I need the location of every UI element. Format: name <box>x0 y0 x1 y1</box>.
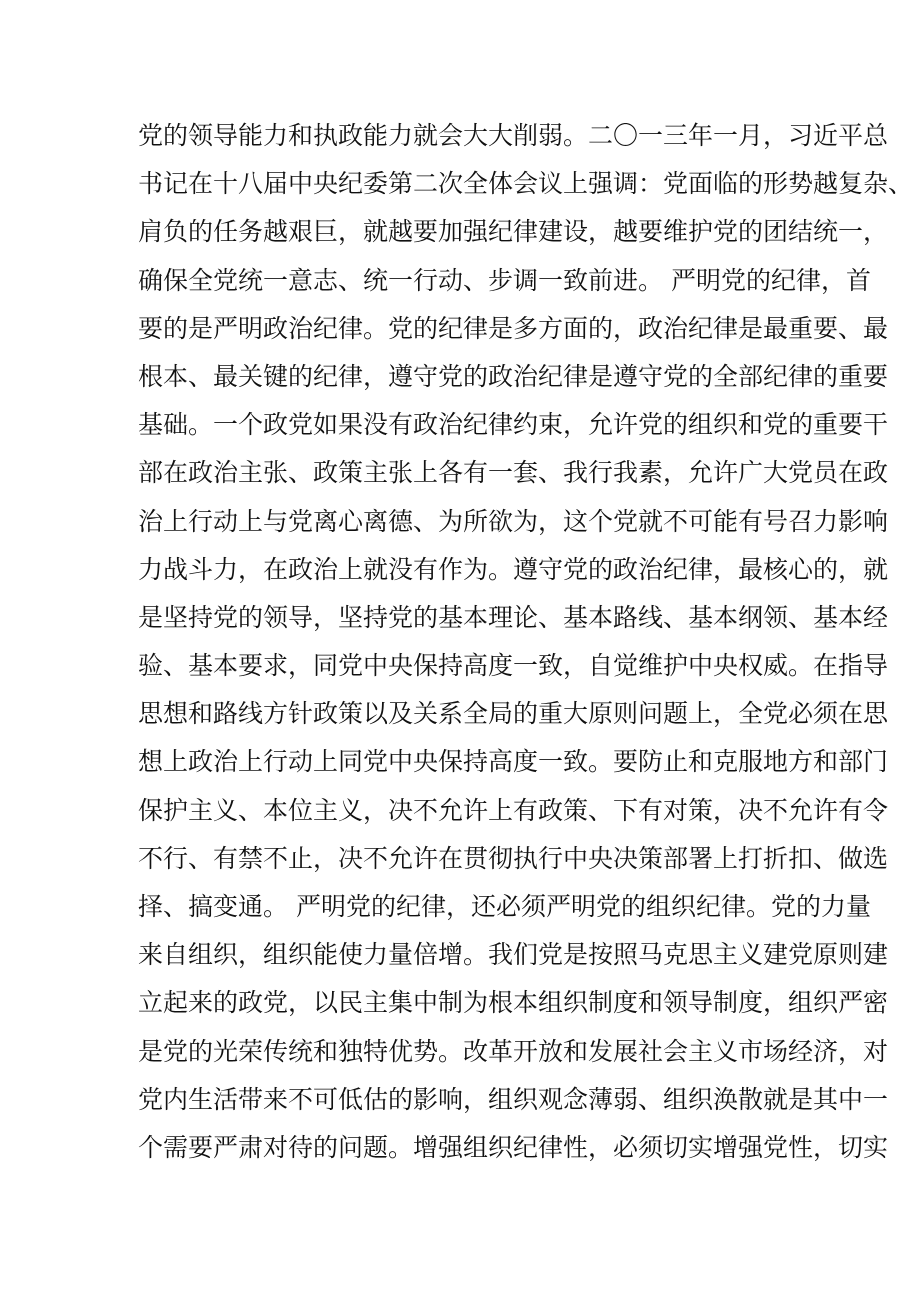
text-line-13: 思想和路线方针政策以及关系全局的重大原则问题上，全党必须在思 <box>138 699 889 729</box>
text-line-3: 肩负的任务越艰巨，就越要加强纪律建设，越要维护党的团结统一， <box>138 217 889 247</box>
text-line-19: 立起来的政党，以民主集中制为根本组织制度和领导制度，组织严密 <box>138 988 889 1018</box>
text-line-11: 是坚持党的领导，坚持党的基本理论、基本路线、基本纲领、基本经 <box>138 602 889 632</box>
text-line-9: 治上行动上与党离心离德、为所欲为，这个党就不可能有号召力影响 <box>138 506 889 536</box>
text-line-1: 党的领导能力和执政能力就会大大削弱。二〇一三年一月，习近平总 <box>138 121 889 150</box>
text-line-6: 根本、最关键的纪律，遵守党的政治纪律是遵守党的全部纪律的重要 <box>138 361 889 391</box>
text-line-15: 保护主义、本位主义，决不允许上有政策、下有对策，决不允许有令 <box>138 795 889 825</box>
text-line-22: 个需要严肃对待的问题。增强组织纪律性，必须切实增强党性，切实 <box>138 1132 889 1162</box>
text-line-2: 书记在十八届中央纪委第二次全体会议上强调：党面临的形势越复杂、 <box>138 169 914 199</box>
text-line-10: 力战斗力，在政治上就没有作为。遵守党的政治纪律，最核心的，就 <box>138 554 889 584</box>
text-line-18: 来自组织，组织能使力量倍增。我们党是按照马克思主义建党原则建 <box>138 940 889 970</box>
text-line-4: 确保全党统一意志、统一行动、步调一致前进。 严明党的纪律，首 <box>138 265 871 295</box>
text-line-17: 择、搞变通。 严明党的纪律，还必须严明党的组织纪律。党的力量 <box>138 892 871 921</box>
text-line-8: 部在政治主张、政策主张上各有一套、我行我素，允许广大党员在政 <box>138 458 889 488</box>
text-line-7: 基础。一个政党如果没有政治纪律约束，允许党的组织和党的重要干 <box>138 410 889 440</box>
body-text <box>138 112 914 1172</box>
text-line-20: 是党的光荣传统和独特优势。改革开放和发展社会主义市场经济，对 <box>138 1036 889 1066</box>
text-line-21: 党内生活带来不可低估的影响，组织观念薄弱、组织涣散就是其中一 <box>138 1084 889 1114</box>
text-line-5: 要的是严明政治纪律。党的纪律是多方面的，政治纪律是最重要、最 <box>138 313 889 343</box>
text-line-12: 验、基本要求，同党中央保持高度一致，自觉维护中央权威。在指导 <box>138 651 889 681</box>
text-line-14: 想上政治上行动上同党中央保持高度一致。要防止和克服地方和部门 <box>138 747 889 777</box>
text-line-16: 不行、有禁不止，决不允许在贯彻执行中央决策部署上打折扣、做选 <box>138 843 889 873</box>
